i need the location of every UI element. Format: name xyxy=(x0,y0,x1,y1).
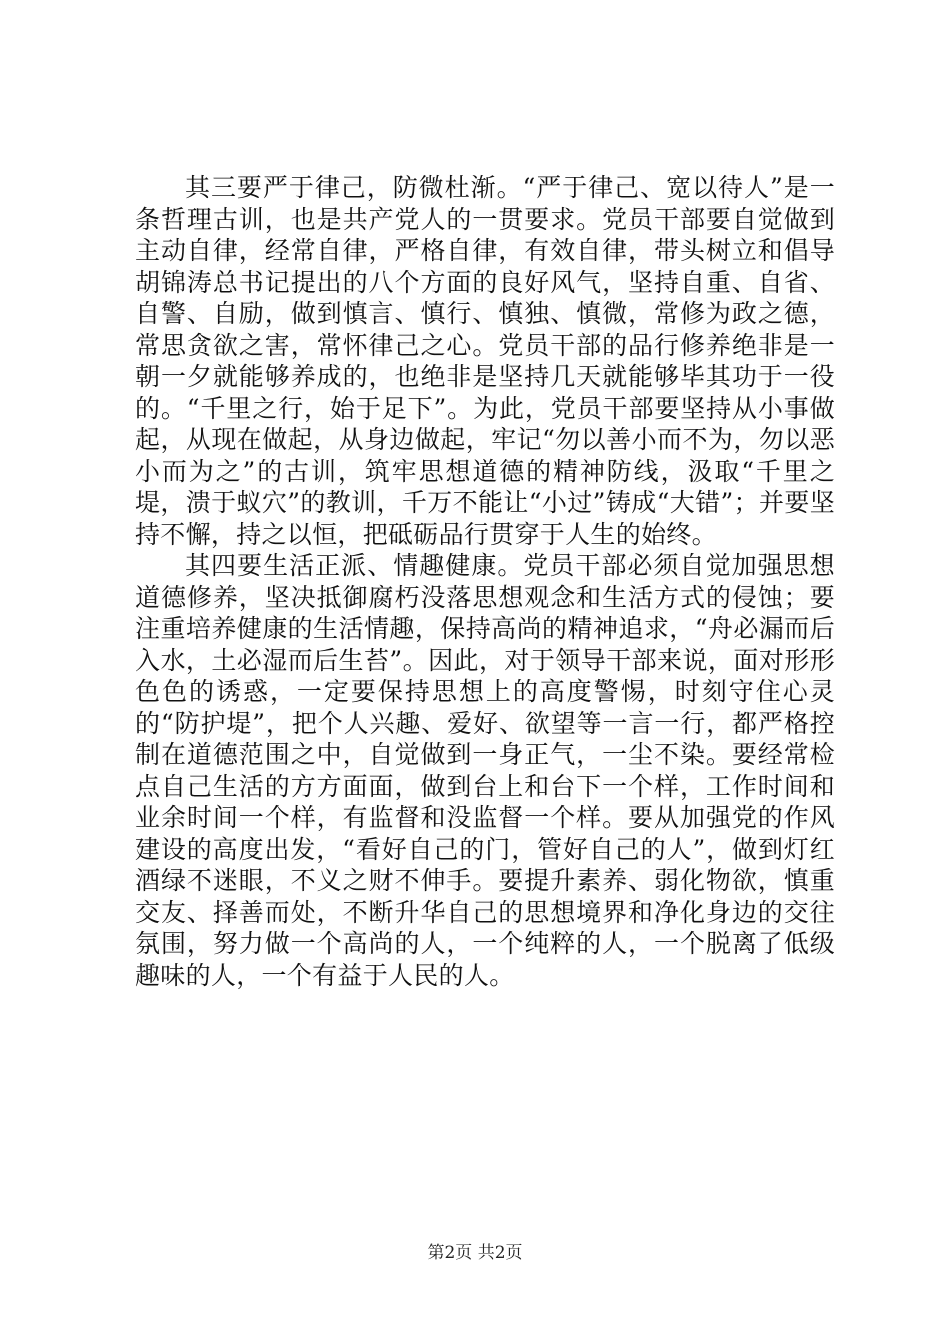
paragraph-1: 其三要严于律己，防微杜渐。“严于律己、宽以待人”是一条哲理古训，也是共产党人的一贯要求。党员干部要自觉做到主动自律，经常自律，严格自律，有效自律，带头树立和倡导胡锦涛总书记提出的八个方面的良好风气，坚持自重、自省、自警、自励，做到慎言、慎行、慎独、慎微，常修为政之德，常思贪欲之害，常怀律己之心。党员干部的品行修养绝非是一朝一夕就能够养成的，也绝非是坚持几天就能够毕其功于一役的。“千里之行，始于足下”。为此，党员干部要坚持从小事做起，从现在做起，从身边做起，牢记“勿以善小而不为，勿以恶小而为之”的古训，筑牢思想道德的精神防线，汲取“千里之堤，溃于蚁穴”的教训，千万不能让“小过”铸成“大错”；并要坚持不懈，持之以恒，把砥砺品行贯穿于人生的始终。 xyxy=(135,173,835,549)
page-number-footer: 第2页 共2页 xyxy=(427,1243,523,1263)
document-body xyxy=(135,172,835,991)
paragraph-2: 其四要生活正派、情趣健康。党员干部必须自觉加强思想道德修养，坚决抵御腐朽没落思想观念和生活方式的侵蚀；要注重培养健康的生活情趣，保持高尚的精神追求，“舟必漏而后入水，土必湿而后生苔”。因此，对于领导干部来说，面对形形色色的诱惑，一定要保持思想上的高度警惕，时刻守住心灵的“防护堤”，把个人兴趣、爱好、欲望等一言一行，都严格控制在道德范围之中，自觉做到一身正气，一尘不染。要经常检点自己生活的方方面面，做到台上和台下一个样，工作时间和业余时间一个样，有监督和没监督一个样。要从加强党的作风建设的高度出发，“看好自己的门，管好自己的人”，做到灯红酒绿不迷眼，不义之财不伸手。要提升素养、弱化物欲，慎重交友、择善而处，不断升华自己的思想境界和净化身边的交往氛围，努力做一个高尚的人，一个纯粹的人，一个脱离了低级趣味的人，一个有益于人民的人。 xyxy=(135,551,835,990)
